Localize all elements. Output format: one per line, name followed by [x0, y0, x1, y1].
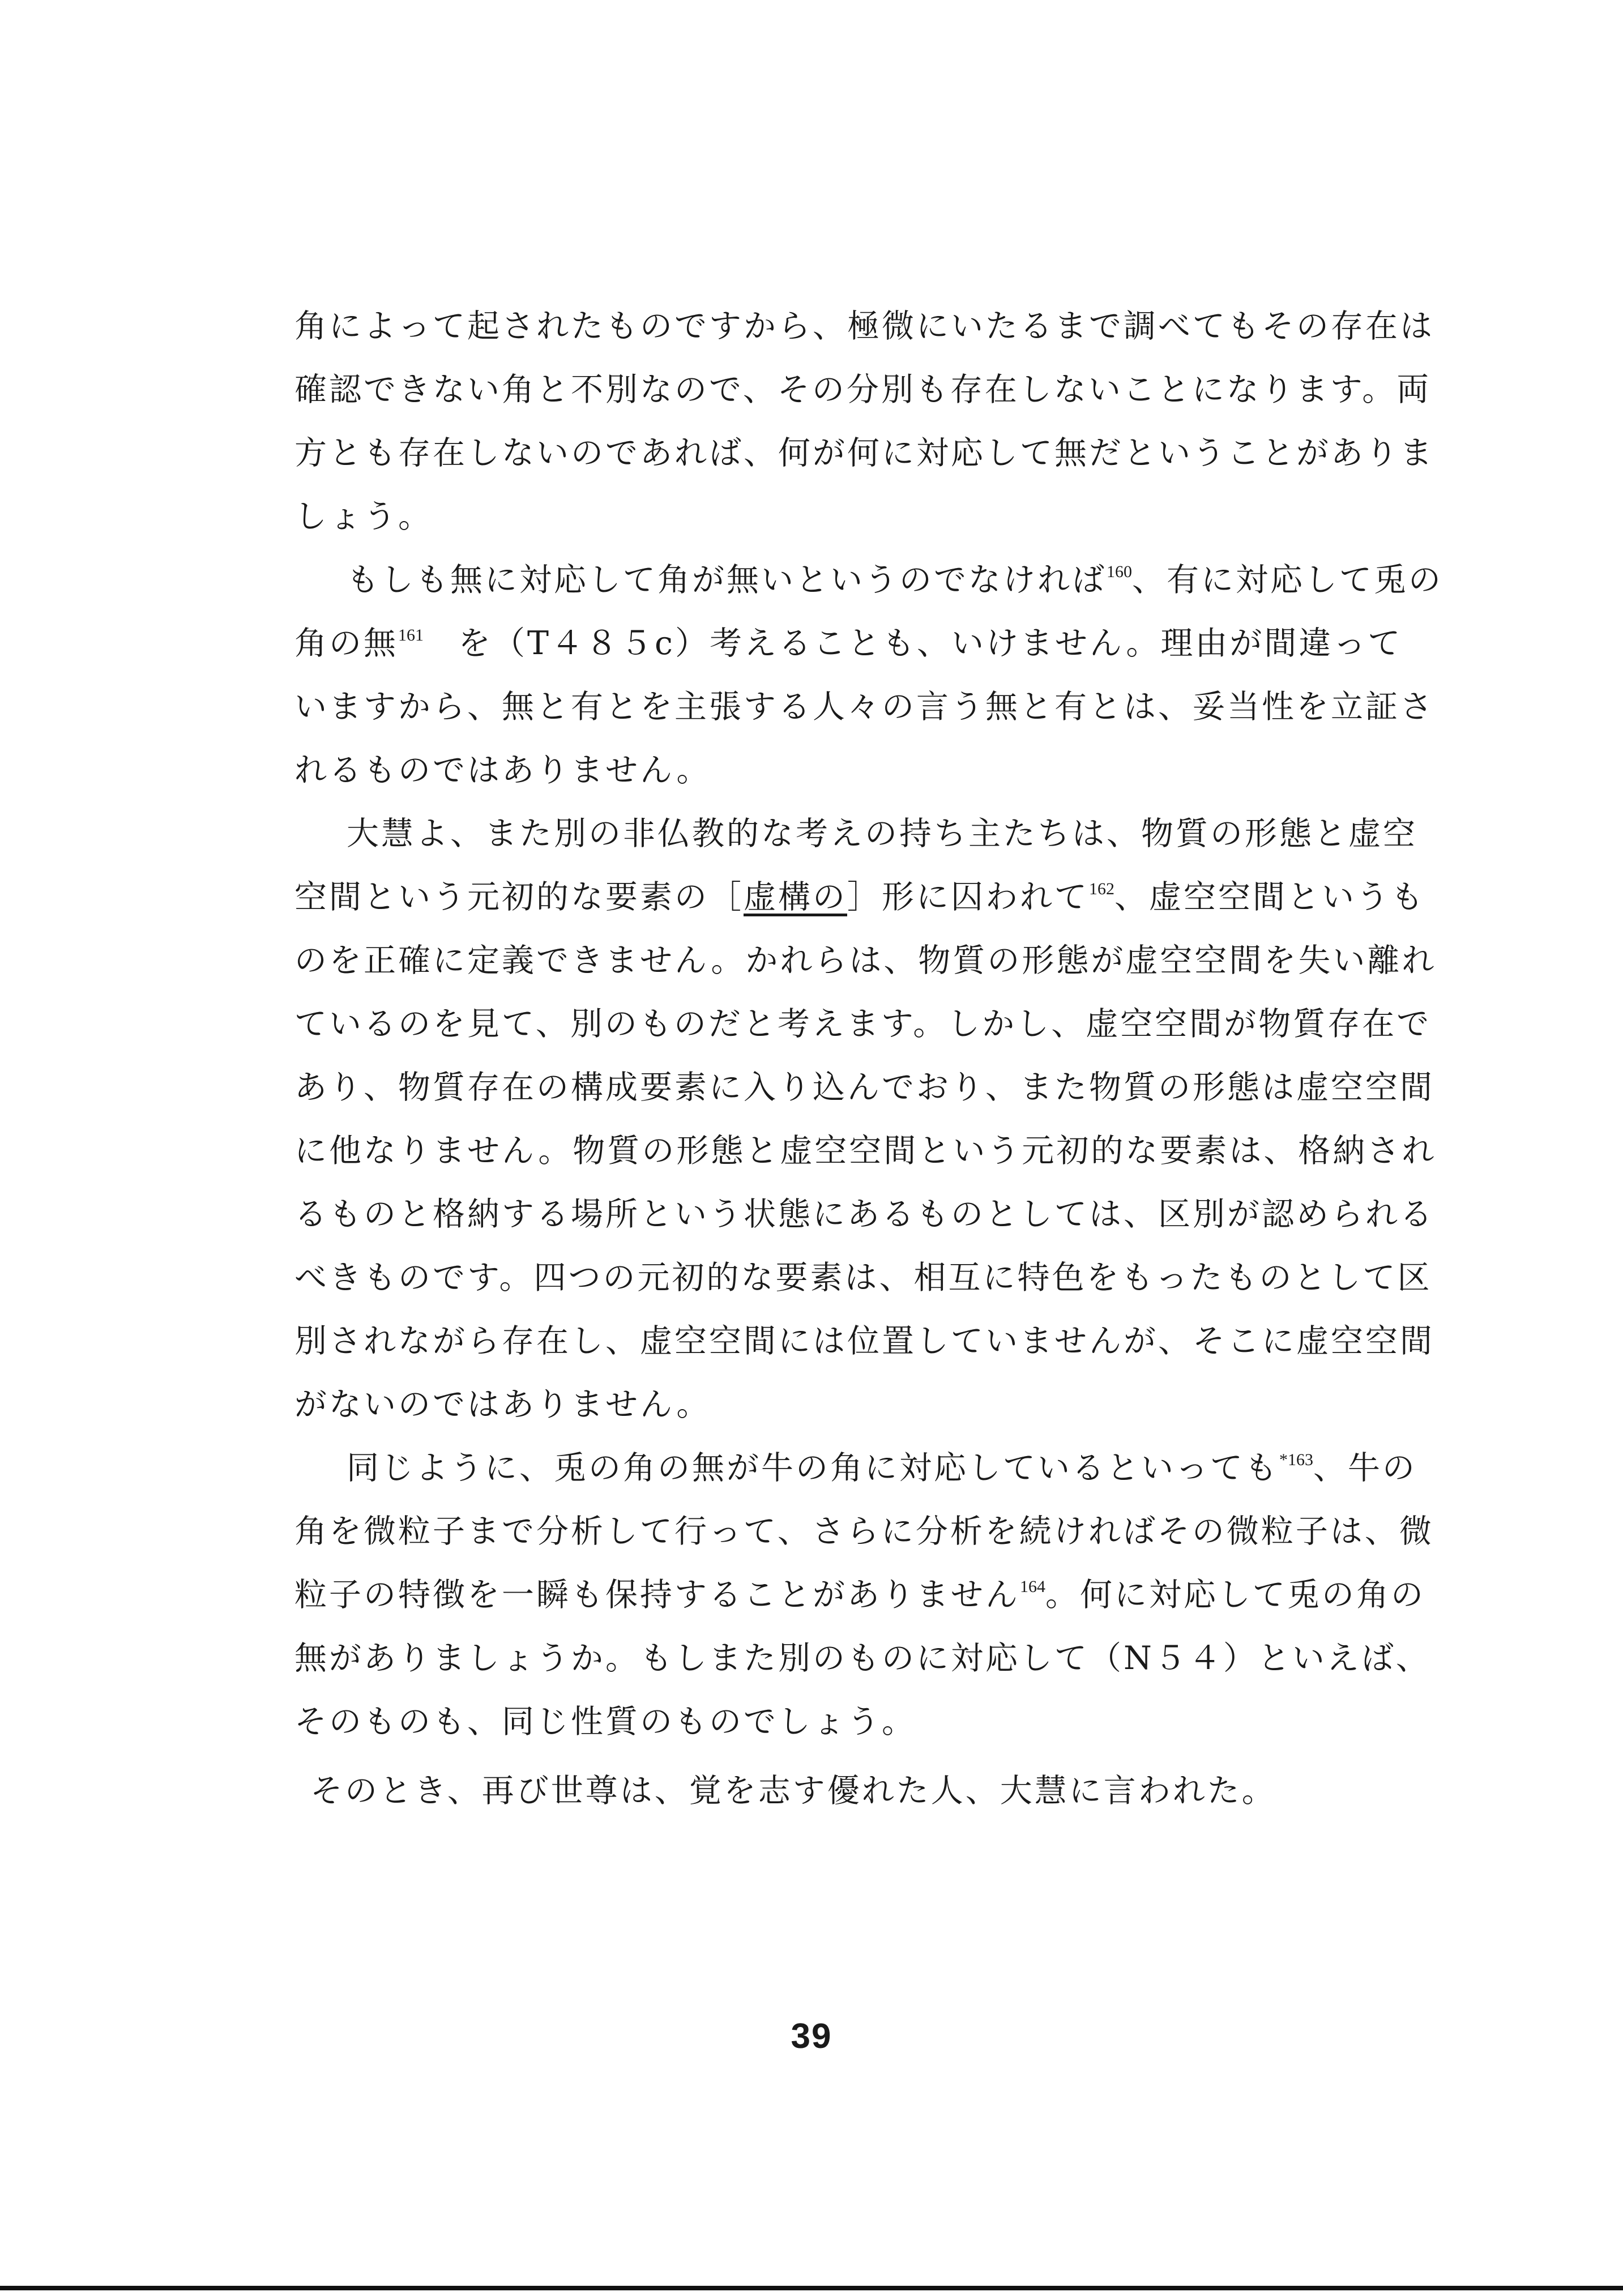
- footnote-ref: 161: [398, 626, 424, 645]
- text-line: あり、物質存在の構成要素に入り込んでおり、また物質の形態は虚空空間: [294, 1069, 1434, 1106]
- text-line: しょう。: [294, 498, 433, 535]
- body-text: [294, 295, 1443, 1753]
- text-line: 方とも存在しないのであれば、何が何に対応して無だということがありま: [294, 434, 1434, 472]
- text-line: [294, 865, 1425, 929]
- page-number: 39: [791, 2017, 832, 2056]
- text-line: がないのではありません。: [294, 1386, 711, 1423]
- text-line: 無がありましょうか。もしまた別のものに対応して（N５４）といえば、: [294, 1640, 1430, 1677]
- text-line: いますから、無と有とを主張する人々の言う無と有とは、妥当性を立証さ: [294, 688, 1434, 725]
- text-line: そのものも、同じ性質のものでしょう。: [294, 1703, 916, 1740]
- text-line: [294, 1436, 1417, 1500]
- text-line: 別されながら存在し、虚空空間には位置していませんが、そこに虚空空間: [294, 1322, 1434, 1360]
- text-line: のを正確に定義できません。かれらは、物質の形態が虚空空間を失い離れ: [294, 942, 1437, 979]
- text-line: ているのを見て、別のものだと考えます。しかし、虚空空間が物質存在で: [294, 1005, 1432, 1043]
- text-segment: 、牛の: [1313, 1449, 1417, 1487]
- bottom-border: [0, 2286, 1623, 2290]
- text-line: 角によって起されたものですから、極微にいたるまで調べてもその存在は: [294, 308, 1434, 345]
- paragraph-1: [294, 295, 1434, 548]
- text-line: [294, 1563, 1425, 1627]
- footnote-ref: 160: [1107, 562, 1132, 581]
- footnote-ref: 164: [1020, 1577, 1045, 1596]
- text-segment: 粒子の特徴を一瞬も保持することがありません: [294, 1576, 1020, 1614]
- text-line: 確認できない角と不別なので、その分別も存在しないことになります。両: [294, 371, 1432, 408]
- closing-line: そのとき、再び世尊は、覚を志す優れた人、大慧に言われた。: [310, 1772, 1276, 1810]
- text-segment: 、虚空空間というも: [1114, 878, 1425, 916]
- text-line: [294, 612, 1403, 675]
- text-line: 角を微粒子まで分析して行って、さらに分析を続ければその微粒子は、微: [294, 1513, 1434, 1550]
- text-line: れるものではありません。: [294, 752, 711, 789]
- paragraph-4: [294, 1436, 1434, 1753]
- text-segment: 。何に対応して兎の角の: [1045, 1576, 1425, 1614]
- text-line: 大慧よ、また別の非仏教的な考えの持ち主たちは、物質の形態と虚空: [347, 815, 1417, 852]
- text-line: るものと格納する場所という状態にあるものとしては、区別が認められる: [294, 1196, 1434, 1233]
- underlined-term: 虚構の: [744, 878, 847, 916]
- text-segment: ］形に囚われて: [847, 878, 1089, 916]
- text-segment: 角の無: [294, 625, 398, 662]
- text-segment: 空間という元初的な要素の［: [294, 878, 744, 916]
- text-line: に他なりません。物質の形態と虚空空間という元初的な要素は、格納され: [294, 1132, 1437, 1170]
- paragraph-3: [294, 802, 1437, 1436]
- text-segment: もしも無に対応して角が無いというのでなければ: [347, 561, 1107, 599]
- footnote-ref: 162: [1089, 880, 1114, 898]
- text-line: [294, 548, 1443, 612]
- text-segment: 同じように、兎の角の無が牛の角に対応しているといっても: [347, 1449, 1279, 1487]
- text-segment: 、有に対応して兎の: [1132, 561, 1443, 599]
- paragraph-2: [294, 548, 1443, 802]
- footnote-ref: *163: [1279, 1450, 1313, 1469]
- text-segment: を（T４８５c）考えることも、いけません。理由が間違って: [424, 625, 1403, 662]
- text-line: べきものです。四つの元初的な要素は、相互に特色をもったものとして区: [294, 1259, 1432, 1296]
